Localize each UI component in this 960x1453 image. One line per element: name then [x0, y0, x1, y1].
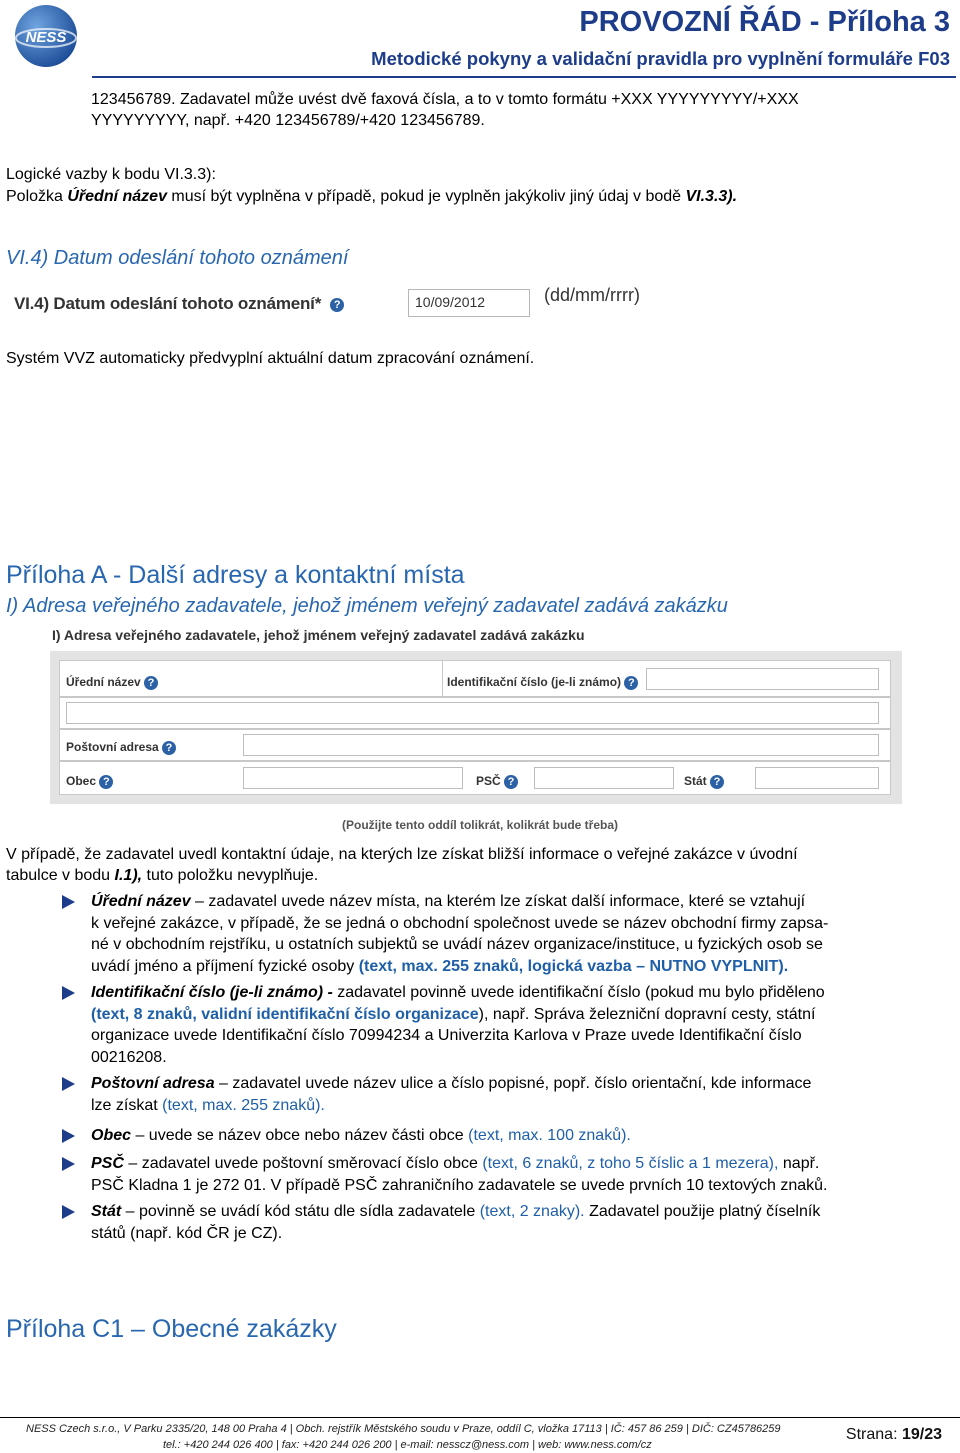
annex-c1-title: Příloha C1 – Obecné zakázky	[6, 1315, 337, 1343]
vi4-screenshot	[8, 285, 668, 325]
bullet-id-number	[91, 982, 947, 1068]
label-postal-address	[66, 740, 176, 755]
vi4-note: Systém VVZ automaticky předvyplní aktuální datum zpracování oznámení.	[6, 350, 535, 367]
bullet-spec: (text, max. 255 znaků, logická vazba – NUTNO VYPLNIT).	[358, 957, 789, 975]
bullet-text: států (např. kód ČR je CZ).	[91, 1224, 283, 1242]
help-icon[interactable]: ?	[144, 676, 158, 690]
help-icon[interactable]: ?	[330, 298, 344, 312]
vi4-label	[14, 294, 344, 314]
bullet-term: PSČ	[91, 1155, 124, 1172]
intro-line-2: YYYYYYYYY, např. +420 123456789/+420 123456789.	[91, 112, 485, 129]
psc-input[interactable]	[534, 767, 674, 789]
para-2-c: tuto položku nevyplňuje.	[142, 867, 319, 884]
para-2-b: I.1),	[114, 867, 143, 884]
bullet-spec: (text, max. 100 znaků).	[468, 1127, 631, 1144]
annex-a-title: Příloha A - Další adresy a kontaktní místa	[6, 561, 465, 589]
help-icon[interactable]: ?	[710, 775, 724, 789]
date-input[interactable]: 10/09/2012	[408, 289, 530, 317]
bullet-text: lze získat	[91, 1096, 163, 1114]
bullet-text: Zadavatel použije platný číselník	[584, 1203, 821, 1220]
logic-text-a: Položka	[6, 188, 68, 205]
label-state	[684, 774, 724, 789]
state-input[interactable]	[755, 767, 879, 789]
bullet-official-name	[91, 891, 947, 977]
bullet-state	[91, 1201, 947, 1244]
bullet-text: ), např. Správa železniční dopravní cesty, státní	[478, 1005, 816, 1023]
bullet-term: Obec	[91, 1127, 132, 1144]
postal-address-input[interactable]	[243, 734, 879, 756]
bullet-arrow-icon	[62, 1077, 78, 1096]
form-caption: I) Adresa veřejného zadavatele, jehož jménem veřejný zadavatel zadává zakázku	[52, 627, 585, 643]
bullet-spec: (text, 6 znaků, z toho 5 číslic a 1 mezera),	[482, 1155, 779, 1172]
bullet-term: Úřední název	[91, 893, 191, 910]
label-city-text: Obec	[66, 774, 97, 788]
bullet-spec: (text, 2 znaky).	[479, 1203, 585, 1220]
label-state-text: Stát	[684, 774, 707, 788]
address-form	[50, 651, 902, 804]
footer-company: NESS Czech s.r.o., V Parku 2335/20, 148 00 Praha 4 | Obch. rejstřík Městského soudu v Praze, oddíl C, vložka 17113 | IČ: 457 86 259 | DIČ: CZ45786259	[26, 1423, 781, 1435]
logic-text-d: VI.3.3).	[685, 188, 738, 205]
label-official-name-text: Úřední název	[66, 675, 141, 689]
form-row-name	[59, 697, 891, 729]
footer-contact: tel.: +420 244 026 400 | fax: +420 244 026 200 | e-mail: nesscz@ness.com | web: www.ness.com/cz	[163, 1439, 652, 1451]
bullet-arrow-icon	[62, 1205, 78, 1224]
bullet-text: uvádí jméno a příjmení fyzické osoby	[91, 957, 359, 975]
help-icon[interactable]: ?	[504, 775, 518, 789]
intro-line-1: 123456789. Zadavatel může uvést dvě faxová čísla, a to v tomto formátu +XXX YYYYYYYYY/+XXX	[91, 91, 799, 108]
form-row-city	[59, 761, 891, 795]
page-number	[846, 1426, 942, 1444]
bullet-city	[91, 1125, 947, 1147]
bullet-text: k veřejné zakázce, v případě, že se jedná o obchodní společnost uvede se název obchodní firmy zapsa-	[91, 914, 829, 932]
bullet-term: Poštovní adresa	[91, 1075, 215, 1092]
bullet-arrow-icon	[62, 1129, 78, 1148]
page-subtitle: Metodické pokyny a validační pravidla pro vyplnění formuláře F03	[371, 48, 950, 69]
annex-a-subtitle: I) Adresa veřejného zadavatele, jehož jménem veřejný zadavatel zadává zakázku	[6, 595, 728, 617]
city-input[interactable]	[243, 767, 463, 789]
logic-text-b: Úřední název	[67, 188, 167, 205]
bullet-text: – povinně se uvádí kód státu dle sídla zadavatele	[121, 1203, 480, 1220]
bullet-psc	[91, 1153, 947, 1196]
para-2-a: tabulce v bodu	[6, 867, 115, 884]
form-row-labels	[59, 660, 891, 697]
page-num: 19/23	[901, 1426, 942, 1443]
label-id-number	[447, 675, 638, 690]
bullet-term: Stát	[91, 1203, 122, 1220]
bullet-text: – uvede se název obce nebo název části obce	[131, 1127, 469, 1144]
footer-divider	[0, 1417, 960, 1418]
header-divider	[92, 76, 956, 78]
label-city	[66, 774, 113, 789]
bullet-arrow-icon	[62, 986, 78, 1005]
label-postal-address-text: Poštovní adresa	[66, 740, 159, 754]
ness-logo	[14, 4, 78, 68]
page-label: Strana:	[845, 1426, 902, 1443]
label-psc-text: PSČ	[476, 774, 501, 788]
bullet-text: – zadavatel uvede poštovní směrovací číslo obce	[123, 1155, 483, 1172]
official-name-input[interactable]	[66, 702, 879, 724]
label-psc	[476, 774, 518, 789]
vi4-label-text: VI.4) Datum odeslání tohoto oznámení*	[14, 294, 322, 313]
annex-a-para-2	[6, 865, 318, 887]
logic-title: Logické vazby k bodu VI.3.3):	[6, 166, 216, 183]
id-number-input[interactable]	[646, 668, 879, 690]
bullet-spec: (text, max. 255 znaků).	[162, 1096, 325, 1114]
label-id-number-text: Identifikační číslo (je-li známo)	[447, 675, 622, 689]
bullet-postal-address	[91, 1073, 947, 1116]
help-icon[interactable]: ?	[162, 741, 176, 755]
form-row-address	[59, 729, 891, 761]
bullet-text: – zadavatel uvede název ulice a číslo popisné, popř. číslo orientační, kde informace	[214, 1075, 812, 1092]
bullet-term: Identifikační číslo (je-li známo) -	[91, 984, 333, 1001]
logic-text	[6, 186, 737, 208]
bullet-text: – zadavatel uvede název místa, na kterém lze získat další informace, které se vztahují	[190, 893, 806, 910]
date-format-hint: (dd/mm/rrrr)	[544, 285, 640, 305]
vi4-heading: VI.4) Datum odeslání tohoto oznámení	[6, 247, 349, 269]
bullet-arrow-icon	[62, 895, 78, 914]
page-title: PROVOZNÍ ŘÁD - Příloha 3	[579, 6, 950, 38]
annex-a-para-1: V případě, že zadavatel uvedl kontaktní údaje, na kterých lze získat bližší informace o veřejné zakázce v úvodní	[6, 846, 798, 863]
bullet-arrow-icon	[62, 1157, 78, 1176]
bullet-text: né v obchodním rejstříku, u ostatních subjektů se uvádí název organizace/instituce, u fyzických osob se	[91, 936, 823, 953]
bullet-spec: (text, 8 znaků, validní identifikační číslo organizace	[91, 1005, 479, 1023]
help-icon[interactable]: ?	[99, 775, 113, 789]
logic-text-c: musí být vyplněna v případě, pokud je vyplněn jakýkoliv jiný údaj v bodě	[166, 188, 686, 205]
bullet-text: 00216208.	[91, 1048, 167, 1066]
bullet-text: zadavatel povinně uvede identifikační číslo (pokud mu bylo přiděleno	[332, 984, 825, 1001]
form-divider	[442, 661, 443, 696]
bullet-text: organizace uvede Identifikační číslo 70994234 a Univerzita Karlova v Praze uvede Identifikační číslo	[91, 1027, 802, 1044]
form-note: (Použijte tento oddíl tolikrát, kolikrát bude třeba)	[342, 818, 619, 832]
help-icon[interactable]: ?	[624, 676, 638, 690]
bullet-text: PSČ Kladna 1 je 272 01. V případě PSČ zahraničního zadavatele se uvede prvních 10 textových znaků.	[91, 1176, 828, 1194]
label-official-name	[66, 675, 158, 690]
logo-text: NESS	[25, 29, 67, 46]
bullet-text: např.	[778, 1155, 820, 1172]
